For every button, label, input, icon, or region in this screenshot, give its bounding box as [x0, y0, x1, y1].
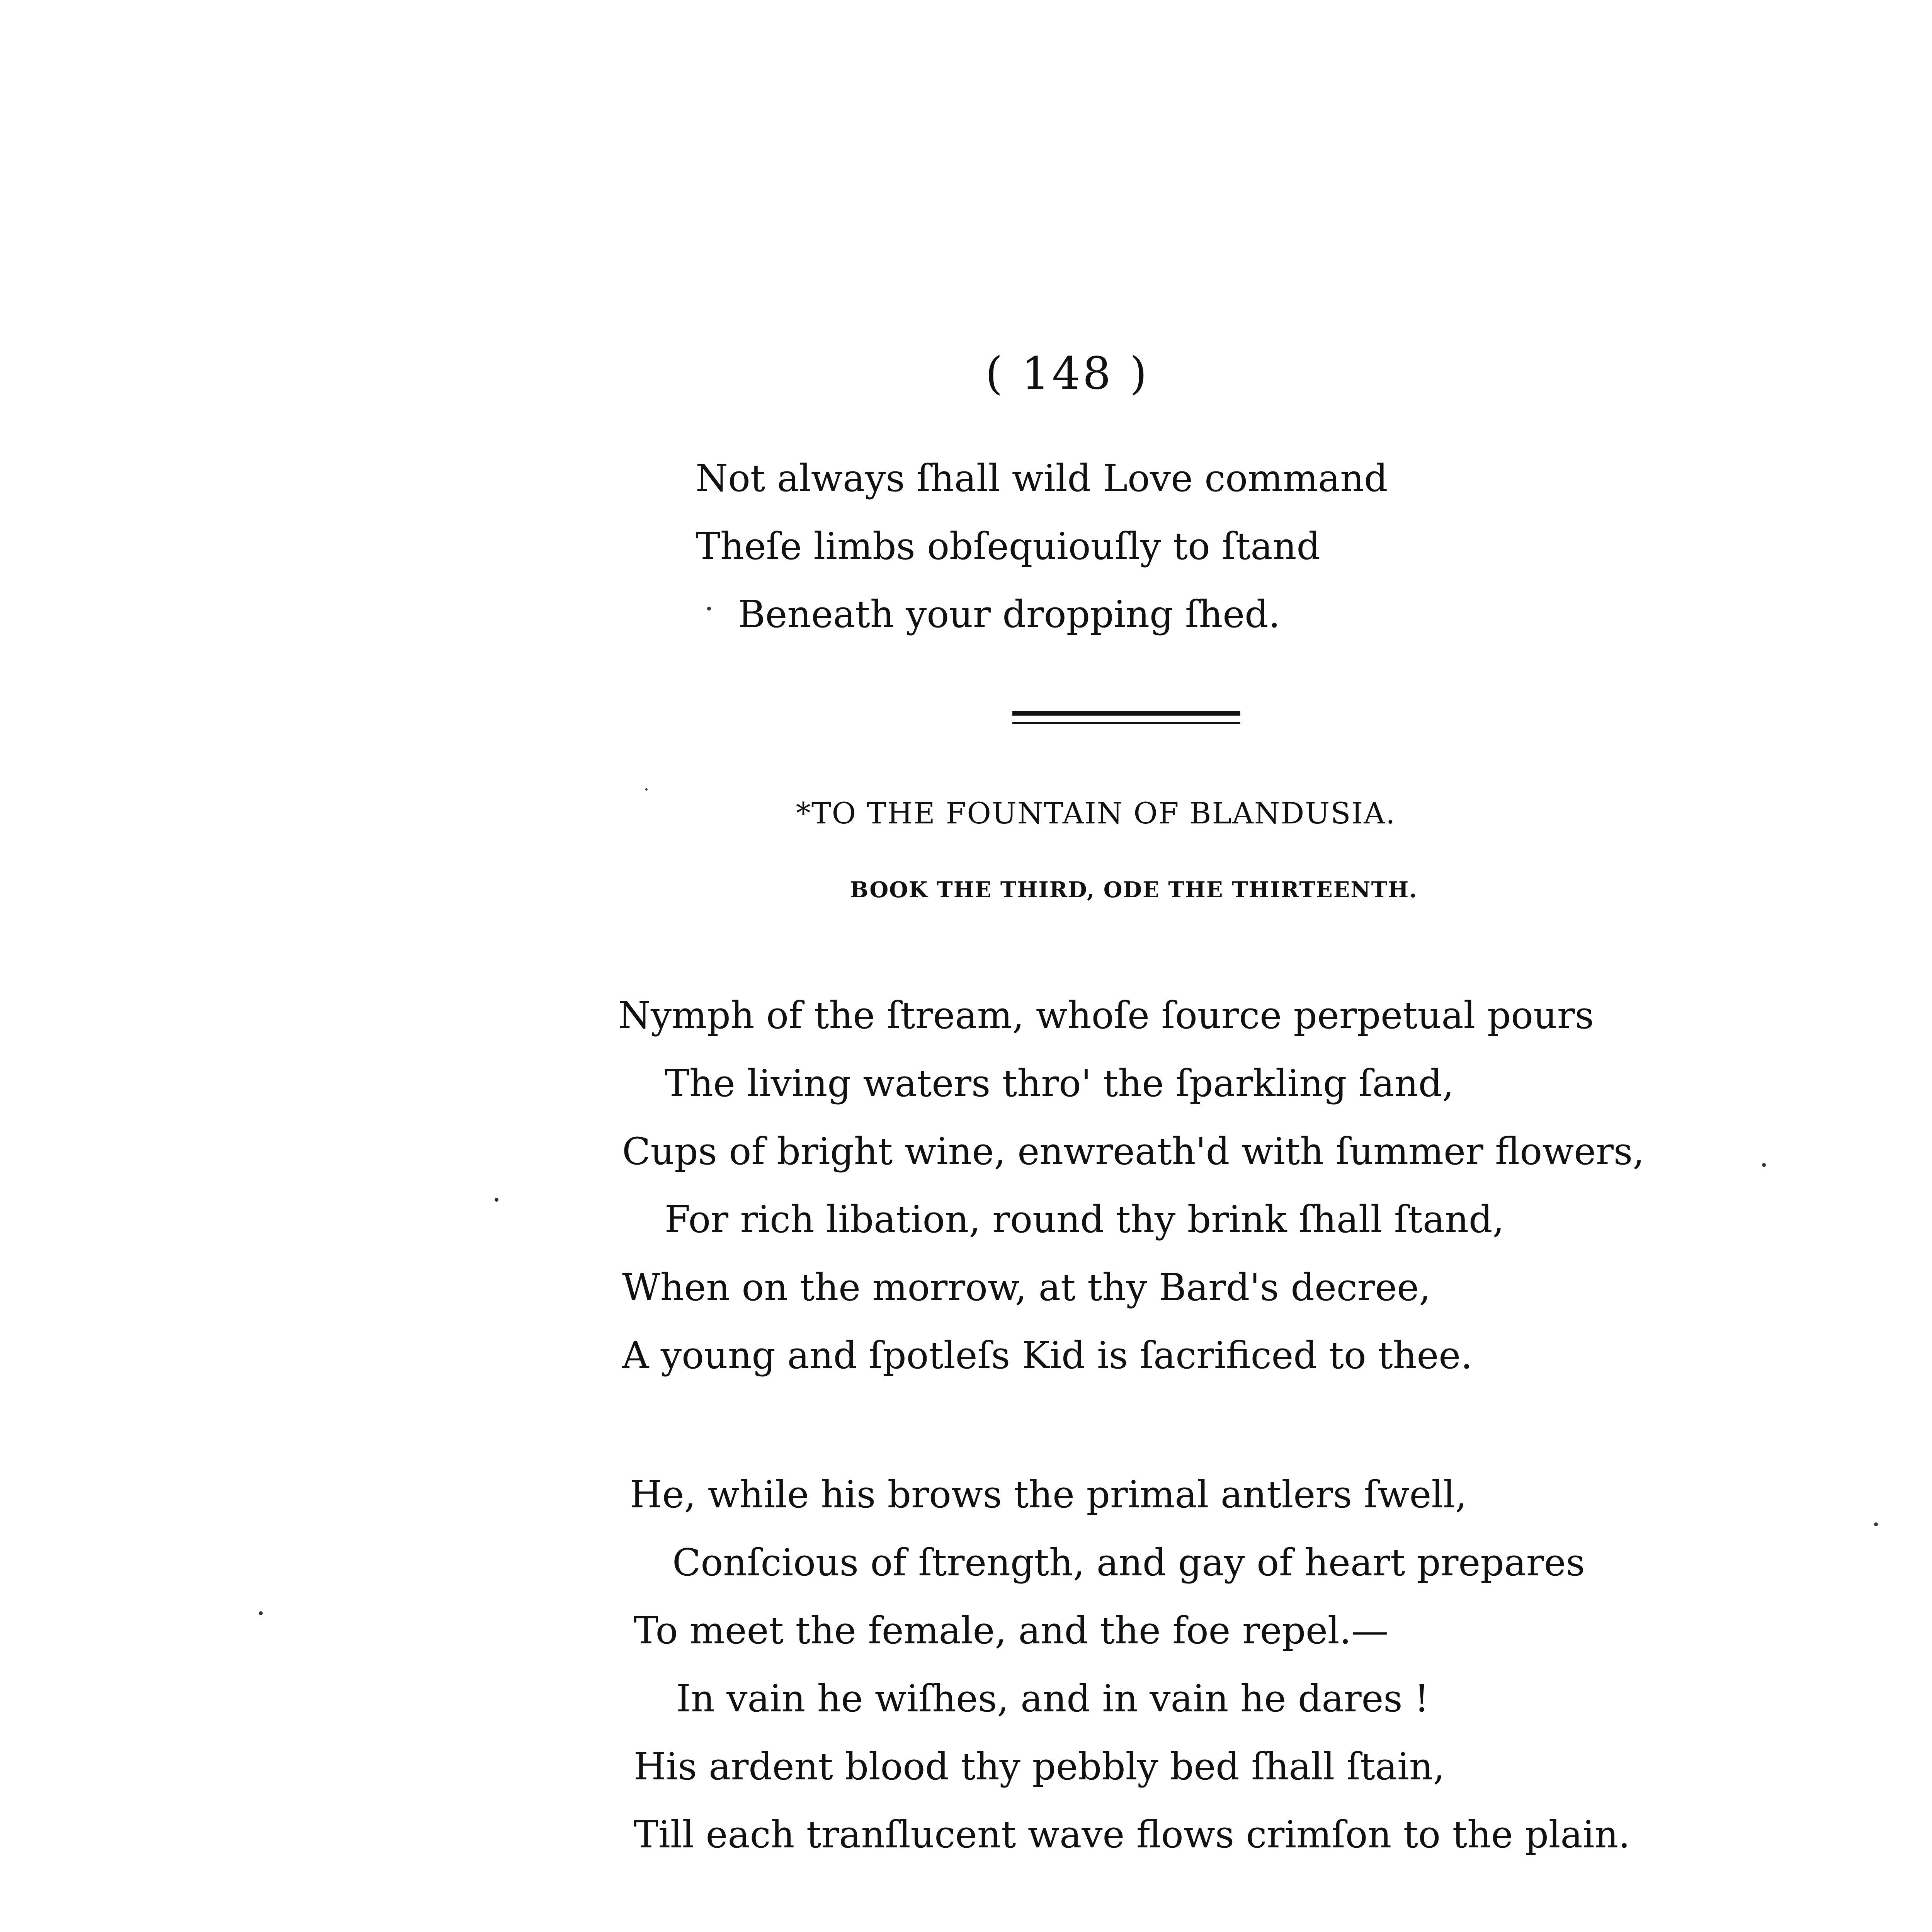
section-divider-top: [1012, 711, 1240, 716]
verse-line: The living waters thro' the ſparkling ſand,: [665, 1062, 1454, 1105]
verse-line: Not always ſhall wild Love command: [696, 457, 1388, 500]
verse-line: To meet the female, and the foe repel.—: [634, 1609, 1389, 1652]
verse-line: Beneath your dropping ſhed.: [738, 593, 1281, 636]
paper-speck: [645, 788, 648, 791]
verse-line: Till each tranſlucent wave flows crimſon to the plain.: [634, 1813, 1630, 1856]
verse-line: When on the morrow, at thy Bard's decree,: [622, 1266, 1431, 1309]
verse-line: Theſe limbs obſequiouſly to ſtand: [696, 525, 1320, 568]
verse-line: His ardent blood thy pebbly bed ſhall ſtain,: [634, 1745, 1445, 1788]
paper-speck: [259, 1611, 263, 1615]
page-number: ( 148 ): [985, 348, 1150, 400]
verse-line: He, while his brows the primal antlers ſwell,: [630, 1473, 1467, 1516]
verse-line: Conſcious of ſtrength, and gay of heart prepares: [672, 1541, 1585, 1584]
verse-line: Cups of bright wine, enwreath'd with ſummer flowers,: [622, 1130, 1645, 1173]
section-divider-bottom: [1012, 722, 1240, 724]
verse-line: In vain he wiſhes, and in vain he dares !: [676, 1677, 1429, 1720]
poem-subtitle: BOOK THE THIRD, ODE THE THIRTEENTH.: [850, 877, 1418, 903]
footnote: [595, 1928, 1708, 1932]
paper-speck: [495, 1198, 498, 1202]
paper-speck: [1874, 1522, 1878, 1526]
paper-speck: [1762, 1163, 1766, 1167]
verse-line: Nymph of the ſtream, whoſe ſource perpetual pours: [618, 994, 1594, 1037]
verse-line: For rich libation, round thy brink ſhall ſtand,: [665, 1198, 1504, 1241]
footnote-line: [595, 1928, 1708, 1932]
verse-line: A young and ſpotleſs Kid is ſacrificed to thee.: [622, 1334, 1473, 1377]
paper-speck: [707, 607, 711, 611]
poem-title: *TO THE FOUNTAIN OF BLANDUSIA.: [796, 796, 1396, 830]
